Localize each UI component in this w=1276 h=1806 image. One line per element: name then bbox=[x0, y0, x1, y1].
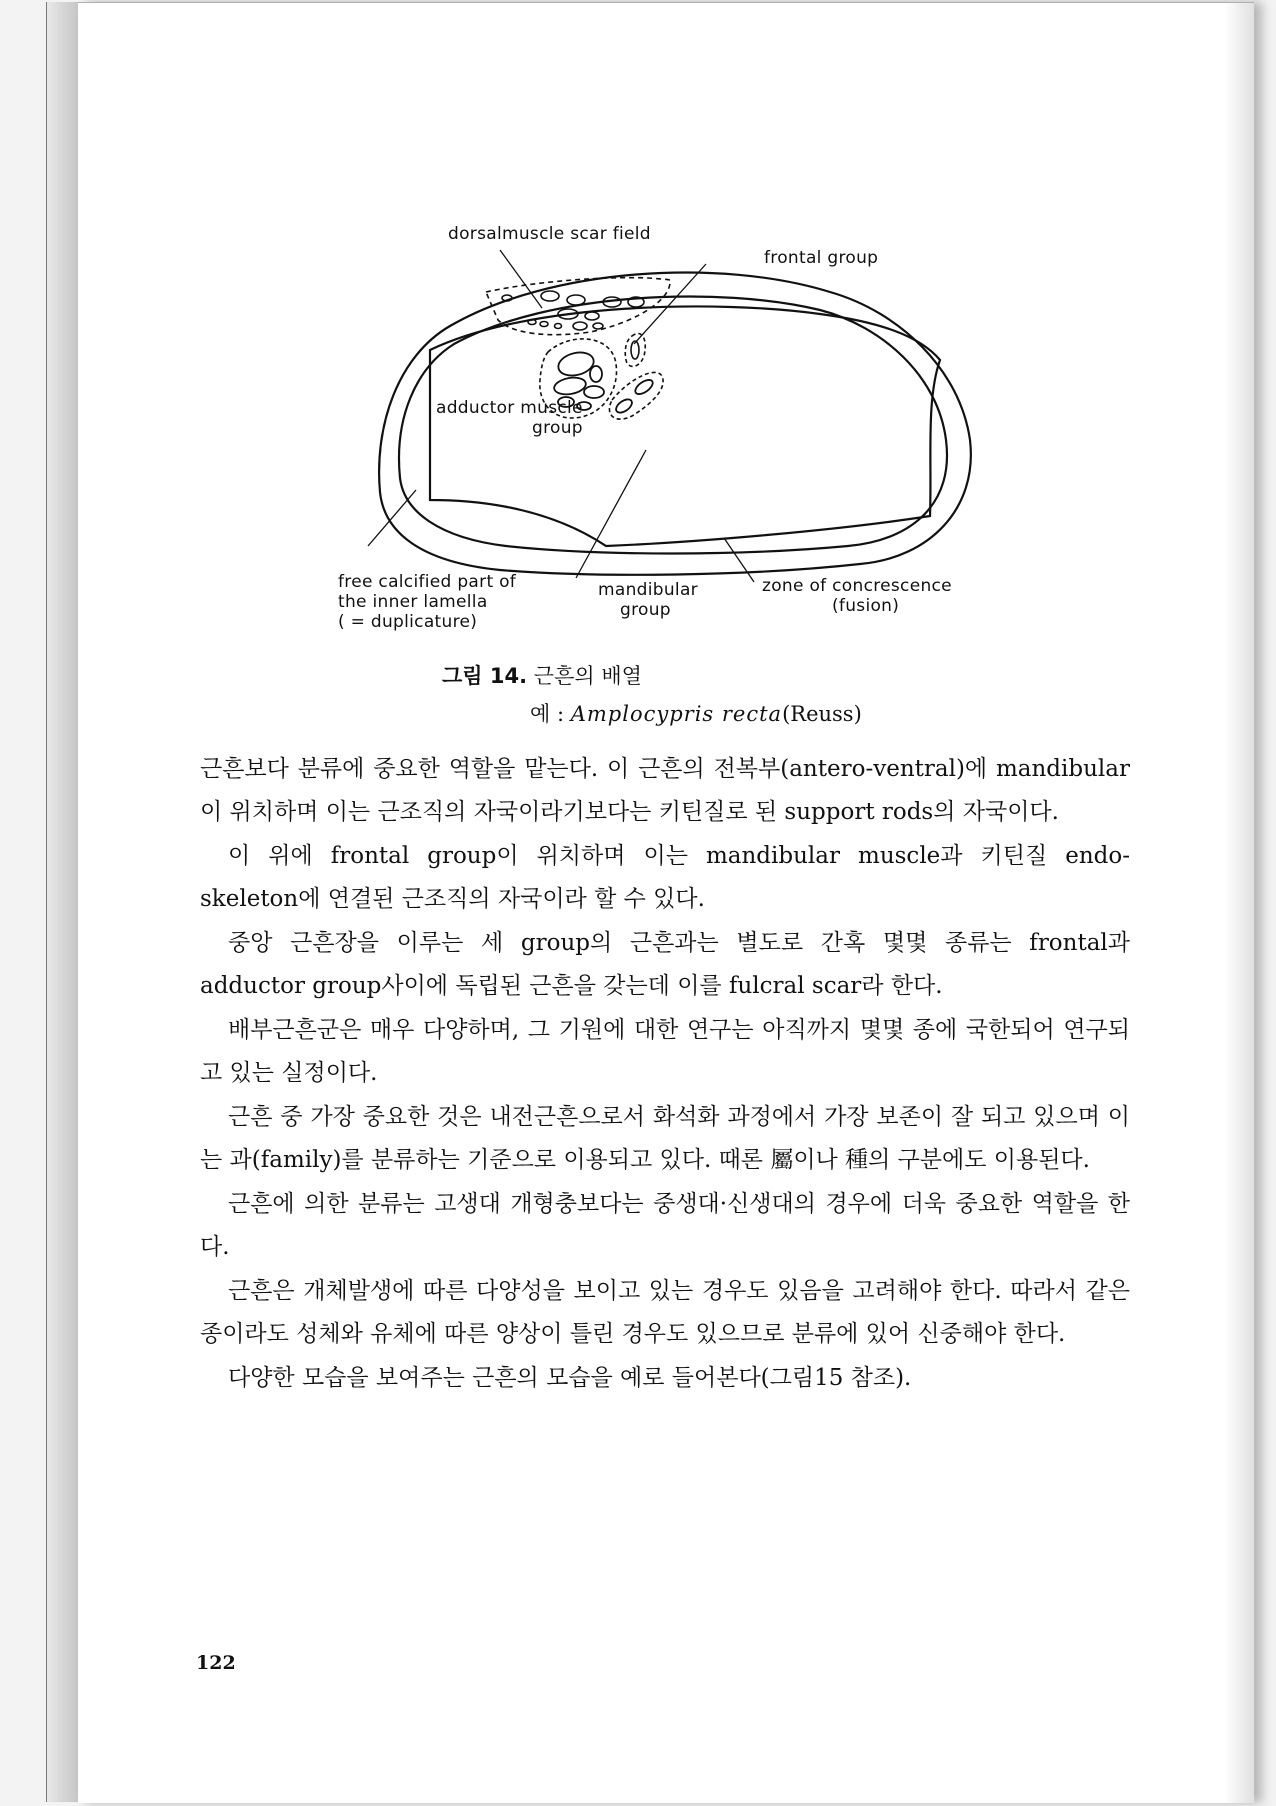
frontal-group-outline bbox=[625, 333, 645, 366]
figure-example bbox=[530, 698, 862, 728]
example-prefix: 예 : bbox=[530, 702, 571, 726]
page-number: 122 bbox=[196, 1652, 236, 1674]
outer-carapace-outline bbox=[379, 273, 971, 575]
paragraph: 중앙 근흔장을 이루는 세 group의 근흔과는 별도로 간혹 몇몇 종류는 frontal과 adductor group사이에 독립된 근흔을 갖는데 이를 fulcral scar라 한다. bbox=[200, 930, 1130, 999]
figure-number: 그림 14. bbox=[442, 664, 528, 688]
species-author: (Reuss) bbox=[782, 702, 862, 726]
label-duplicature: ( = duplicature) bbox=[338, 612, 478, 632]
dorsal-scars bbox=[502, 291, 644, 330]
label-frontal-group: frontal group bbox=[764, 248, 879, 268]
label-mandibular-group: group bbox=[620, 600, 671, 620]
figure-caption bbox=[442, 660, 642, 690]
label-fusion: (fusion) bbox=[832, 596, 900, 616]
label-inner-lamella: the inner lamella bbox=[338, 592, 488, 612]
paragraph: 배부근흔군은 매우 다양하며, 그 기원에 대한 연구는 아직까지 몇몇 종에 국한되어 연구되고 있는 실정이다. bbox=[200, 1017, 1130, 1086]
label-adductor-group: group bbox=[532, 418, 583, 438]
body-text bbox=[200, 748, 1130, 1400]
species-name: Amplocypris recta bbox=[570, 702, 783, 726]
label-mandibular: mandibular bbox=[598, 580, 698, 600]
label-free-calcified-part: free calcified part of bbox=[338, 572, 517, 592]
paragraph: 다양한 모습을 보여주는 근흔의 모습을 예로 들어본다(그림15 참조). bbox=[228, 1365, 912, 1391]
inner-margin-line bbox=[430, 306, 940, 546]
inner-lamella-outline bbox=[399, 296, 947, 553]
paragraph: 근흔 중 가장 중요한 것은 내전근흔으로서 화석화 과정에서 가장 보존이 잘 되고 있으며 이는 과(family)를 분류하는 기준으로 이용되고 있다. 때론 屬이나 種의 구분에도 이용된다. bbox=[200, 1104, 1130, 1173]
label-zone-of-concrescence: zone of concrescence bbox=[762, 576, 952, 596]
figure-title: 근흔의 배열 bbox=[533, 664, 642, 688]
mandibular-scars bbox=[614, 377, 655, 415]
label-adductor-muscle: adductor muscle bbox=[436, 398, 583, 418]
label-dorsal-muscle-scar-field: dorsalmuscle scar field bbox=[448, 224, 651, 244]
paragraph: 이 위에 frontal group이 위치하며 이는 mandibular muscle과 키틴질 endo-skeleton에 연결된 근조직의 자국이라 할 수 있다. bbox=[200, 843, 1130, 912]
muscle-scar-diagram bbox=[300, 224, 1000, 640]
paragraph: 근흔에 의한 분류는 고생대 개형충보다는 중생대·신생대의 경우에 더욱 중요한 역할을 한다. bbox=[200, 1191, 1130, 1260]
paragraph: 근흔은 개체발생에 따른 다양성을 보이고 있는 경우도 있음을 고려해야 한다. 따라서 같은 종이라도 성체와 유체에 따른 양상이 틀린 경우도 있으므로 분류에 있어 신중해야 한다. bbox=[200, 1278, 1130, 1347]
book-spine bbox=[46, 2, 80, 1802]
paragraph: 근흔보다 분류에 중요한 역할을 맡는다. 이 근흔의 전복부(antero-ventral)에 mandibular이 위치하며 이는 근조직의 자국이라기보다는 키틴질로 된 support rods의 자국이다. bbox=[200, 756, 1130, 825]
page-edge-shadow bbox=[1224, 3, 1254, 1803]
